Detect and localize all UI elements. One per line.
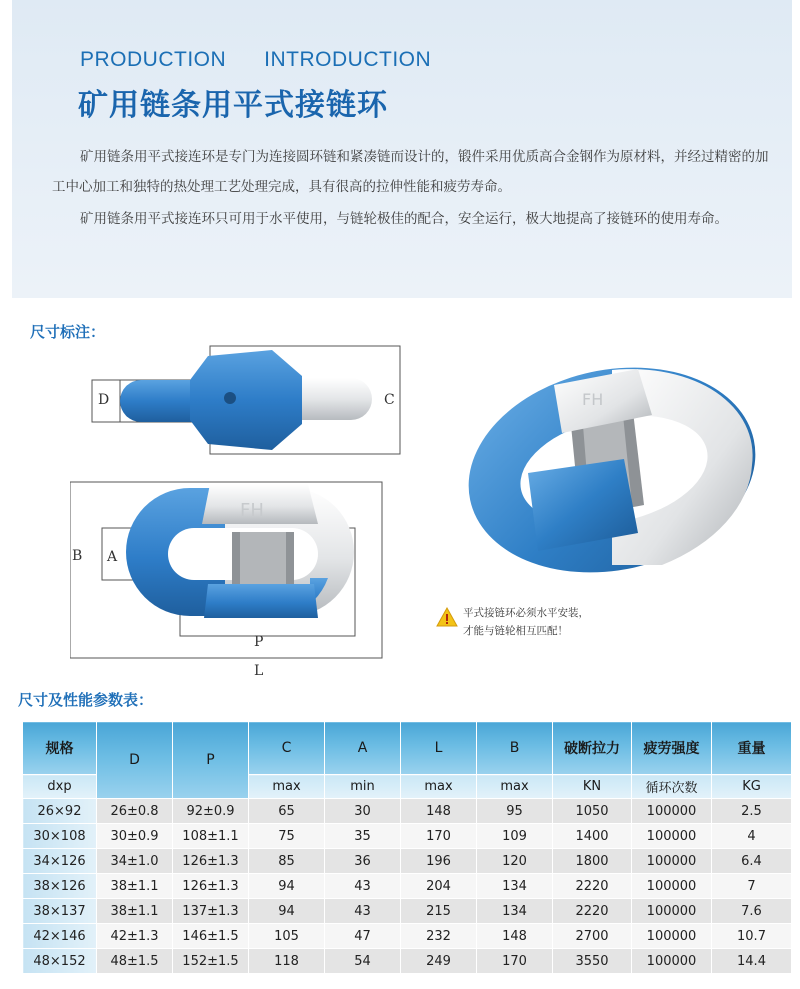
unit-spec: dxp bbox=[23, 775, 97, 799]
dim-label-c: C bbox=[384, 392, 395, 408]
dim-label-d: D bbox=[98, 392, 110, 408]
table-row bbox=[23, 849, 792, 874]
col-break: 破断拉力 bbox=[553, 722, 632, 775]
dim-label-a: A bbox=[107, 549, 118, 565]
table-cell: 7.6 bbox=[712, 899, 792, 924]
unit-fatigue: 循环次数 bbox=[632, 775, 712, 799]
table-cell: 85 bbox=[249, 849, 325, 874]
col-a: A bbox=[325, 722, 401, 775]
table-cell: 43 bbox=[325, 874, 401, 899]
table-cell: 34±1.0 bbox=[97, 849, 173, 874]
col-spec: 规格 bbox=[23, 722, 97, 775]
table-cell: 6.4 bbox=[712, 849, 792, 874]
table-cell: 54 bbox=[325, 949, 401, 974]
table-cell: 26×92 bbox=[23, 799, 97, 824]
table-cell: 4 bbox=[712, 824, 792, 849]
heading-word-production: PRODUCTION bbox=[80, 48, 227, 71]
table-cell: 134 bbox=[477, 874, 553, 899]
table-cell: 30 bbox=[325, 799, 401, 824]
unit-weight: KG bbox=[712, 775, 792, 799]
table-cell: 48×152 bbox=[23, 949, 97, 974]
table-cell: 100000 bbox=[632, 874, 712, 899]
warning-icon bbox=[436, 607, 458, 627]
link-perspective-image bbox=[462, 355, 772, 585]
table-cell: 108±1.1 bbox=[173, 824, 249, 849]
english-heading bbox=[80, 48, 431, 72]
table-cell: 232 bbox=[401, 924, 477, 949]
table-cell: 65 bbox=[249, 799, 325, 824]
heading-word-introduction: INTRODUCTION bbox=[264, 48, 432, 71]
table-cell: 1050 bbox=[553, 799, 632, 824]
table-cell: 47 bbox=[325, 924, 401, 949]
table-cell: 48±1.5 bbox=[97, 949, 173, 974]
table-cell: 109 bbox=[477, 824, 553, 849]
table-cell: 95 bbox=[477, 799, 553, 824]
table-cell: 152±1.5 bbox=[173, 949, 249, 974]
link-side-view-image bbox=[90, 340, 410, 460]
table-row bbox=[23, 949, 792, 974]
link-mark-3d: FH bbox=[582, 390, 604, 409]
table-cell: 3550 bbox=[553, 949, 632, 974]
intro-paragraph-2: 矿用链条用平式接连环只可用于水平使用，与链轮极佳的配合，安全运行，极大地提高了接链环的使用寿命。 bbox=[80, 211, 728, 227]
table-cell: 249 bbox=[401, 949, 477, 974]
table-cell: 2220 bbox=[553, 899, 632, 924]
table-cell: 120 bbox=[477, 849, 553, 874]
unit-l: max bbox=[401, 775, 477, 799]
table-cell: 30×108 bbox=[23, 824, 97, 849]
dim-label-l: L bbox=[254, 663, 264, 679]
table-cell: 137±1.3 bbox=[173, 899, 249, 924]
table-cell: 134 bbox=[477, 899, 553, 924]
table-cell: 100000 bbox=[632, 949, 712, 974]
table-row bbox=[23, 924, 792, 949]
table-cell: 75 bbox=[249, 824, 325, 849]
col-l: L bbox=[401, 722, 477, 775]
warning-line-2: 才能与链轮相互匹配！ bbox=[463, 625, 568, 637]
table-row bbox=[23, 799, 792, 824]
table-cell: 94 bbox=[249, 874, 325, 899]
table-cell: 14.4 bbox=[712, 949, 792, 974]
table-cell: 105 bbox=[249, 924, 325, 949]
spec-table bbox=[22, 721, 792, 974]
table-cell: 38×126 bbox=[23, 874, 97, 899]
table-cell: 170 bbox=[401, 824, 477, 849]
table-cell: 38±1.1 bbox=[97, 874, 173, 899]
table-cell: 43 bbox=[325, 899, 401, 924]
table-cell: 100000 bbox=[632, 799, 712, 824]
table-cell: 2700 bbox=[553, 924, 632, 949]
table-cell: 42×146 bbox=[23, 924, 97, 949]
col-c: C bbox=[249, 722, 325, 775]
table-heading: 尺寸及性能参数表： bbox=[18, 691, 154, 709]
table-cell: 126±1.3 bbox=[173, 849, 249, 874]
table-cell: 100000 bbox=[632, 924, 712, 949]
table-cell: 35 bbox=[325, 824, 401, 849]
table-cell: 94 bbox=[249, 899, 325, 924]
table-row bbox=[23, 874, 792, 899]
table-row bbox=[23, 824, 792, 849]
table-cell: 26±0.8 bbox=[97, 799, 173, 824]
link-mark: FH bbox=[240, 500, 264, 521]
table-cell: 38±1.1 bbox=[97, 899, 173, 924]
table-cell: 126±1.3 bbox=[173, 874, 249, 899]
table-cell: 204 bbox=[401, 874, 477, 899]
dimension-heading: 尺寸标注： bbox=[30, 323, 106, 341]
table-cell: 2.5 bbox=[712, 799, 792, 824]
table-cell: 146±1.5 bbox=[173, 924, 249, 949]
table-cell: 170 bbox=[477, 949, 553, 974]
col-weight: 重量 bbox=[712, 722, 792, 775]
table-cell: 2220 bbox=[553, 874, 632, 899]
table-cell: 100000 bbox=[632, 824, 712, 849]
intro-paragraph-1: 矿用链条用平式接连环是专门为连接圆环链和紧凑链而设计的，锻件采用优质高合金钢作为原材料，并经过精密的加工中心加工和独特的热处理工艺处理完成，具有很高的拉伸性能和疲劳寿命。 bbox=[52, 149, 769, 195]
unit-a: min bbox=[325, 775, 401, 799]
table-cell: 92±0.9 bbox=[173, 799, 249, 824]
page-title: 矿用链条用平式接链环 bbox=[78, 88, 388, 123]
col-p: P bbox=[173, 722, 249, 799]
warning-line-1: 平式接链环必须水平安装， bbox=[463, 607, 589, 619]
table-cell: 196 bbox=[401, 849, 477, 874]
table-cell: 42±1.3 bbox=[97, 924, 173, 949]
dim-label-b: B bbox=[72, 548, 83, 564]
unit-break: KN bbox=[553, 775, 632, 799]
table-cell: 7 bbox=[712, 874, 792, 899]
col-fatigue: 疲劳强度 bbox=[632, 722, 712, 775]
table-cell: 118 bbox=[249, 949, 325, 974]
table-cell: 100000 bbox=[632, 849, 712, 874]
dim-label-p: P bbox=[254, 634, 264, 650]
table-cell: 1400 bbox=[553, 824, 632, 849]
table-cell: 38×137 bbox=[23, 899, 97, 924]
table-cell: 100000 bbox=[632, 899, 712, 924]
unit-c: max bbox=[249, 775, 325, 799]
table-header-row bbox=[23, 722, 792, 775]
table-cell: 34×126 bbox=[23, 849, 97, 874]
table-cell: 10.7 bbox=[712, 924, 792, 949]
unit-b: max bbox=[477, 775, 553, 799]
table-cell: 215 bbox=[401, 899, 477, 924]
col-b: B bbox=[477, 722, 553, 775]
link-front-view-image bbox=[70, 480, 390, 680]
table-cell: 148 bbox=[477, 924, 553, 949]
col-d: D bbox=[97, 722, 173, 799]
table-row bbox=[23, 899, 792, 924]
table-cell: 1800 bbox=[553, 849, 632, 874]
table-cell: 148 bbox=[401, 799, 477, 824]
table-cell: 30±0.9 bbox=[97, 824, 173, 849]
table-cell: 36 bbox=[325, 849, 401, 874]
